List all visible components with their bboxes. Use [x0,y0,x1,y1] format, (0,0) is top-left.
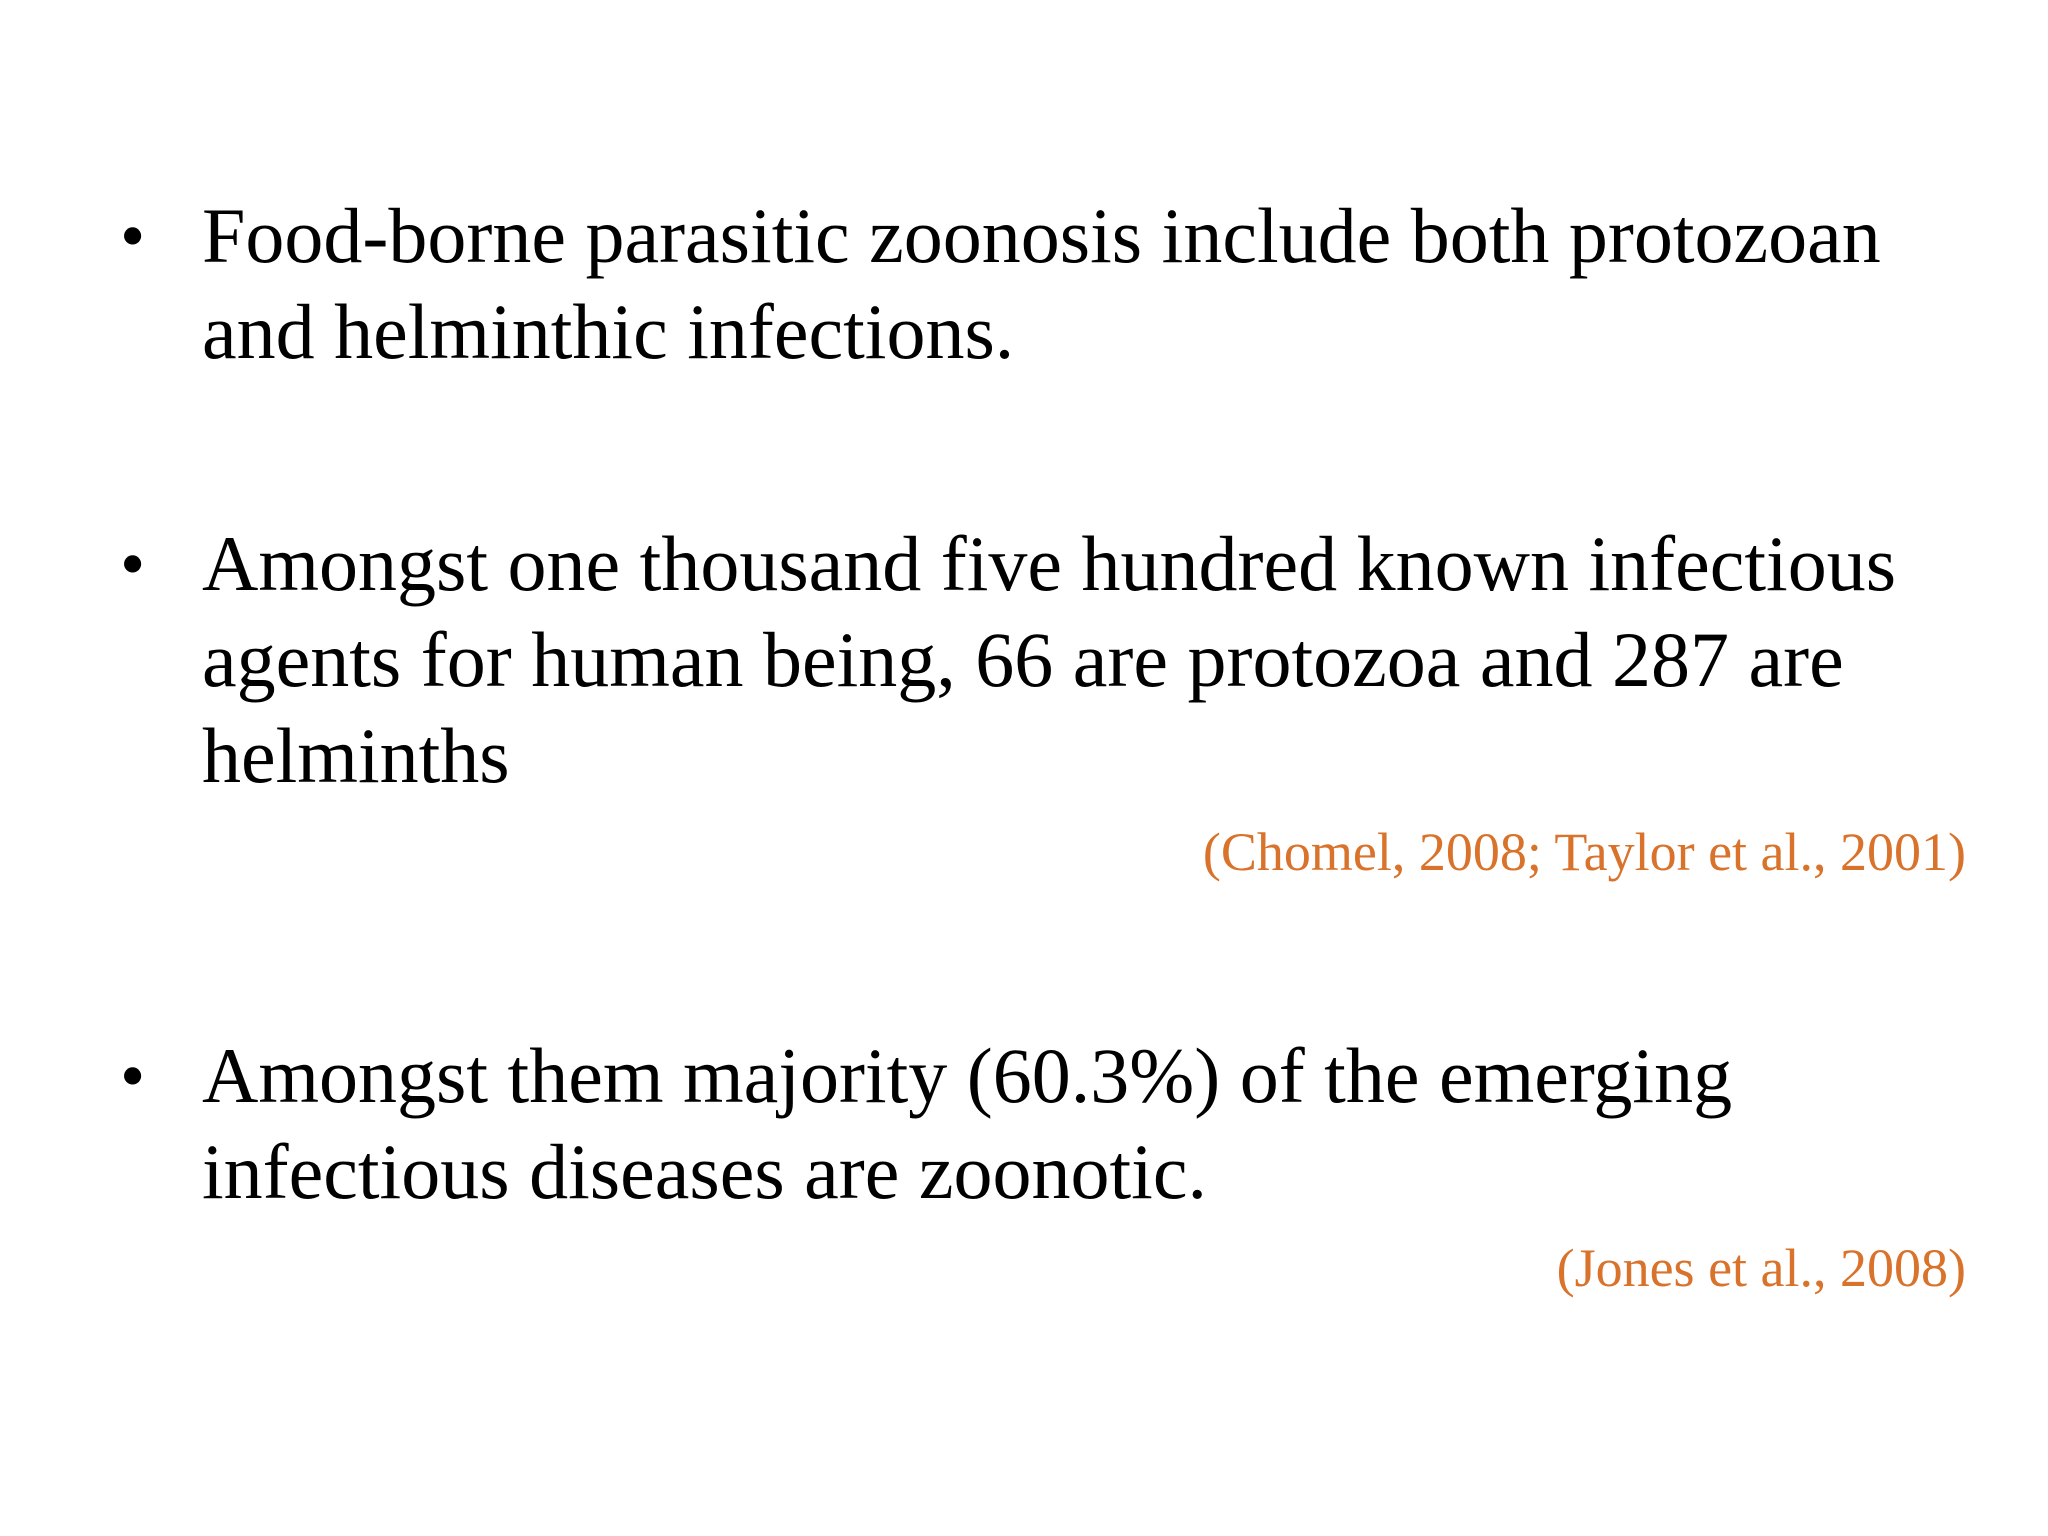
bullet-icon: • [120,524,146,604]
bullet-icon: • [120,1036,146,1116]
bullet-item-food-borne [120,188,1980,380]
bullet-text: Food-borne parasitic zoonosis include both protozoan and helminthic infections. [202,192,1881,375]
bullet-row [120,516,1980,804]
bullet-icon: • [120,196,146,276]
bullet-text: Amongst them majority (60.3%) of the emerging infectious diseases are zoonotic. [202,1032,1733,1215]
bullet-item-infectious-agents [120,516,1980,804]
bullet-item-zoonotic-majority [120,1028,1980,1220]
bullet-row [120,188,1980,380]
bullet-text: Amongst one thousand five hundred known infectious agents for human being, 66 are protozoa and 287 are helminths [202,520,1897,799]
bullet-row [120,1028,1980,1220]
citation-chomel-taylor: (Chomel, 2008; Taylor et al., 2001) [1202,822,1966,882]
citation-jones: (Jones et al., 2008) [1556,1238,1966,1298]
